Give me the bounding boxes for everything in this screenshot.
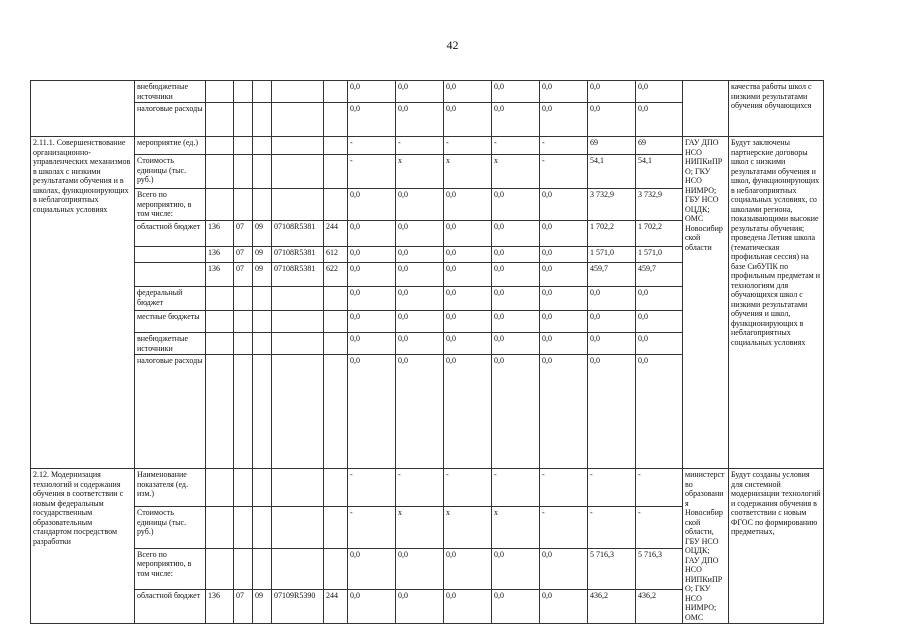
row-label-cell: внебюджетные источники (135, 333, 206, 355)
value-cell: 0,0 (540, 247, 588, 263)
budget-code-cell: 09 (253, 589, 272, 623)
value-cell: 0,0 (540, 589, 588, 623)
row-label-cell: мероприятие (ед.) (135, 137, 206, 155)
value-cell: 0,0 (540, 81, 588, 103)
row-label-cell (135, 263, 206, 287)
budget-code-cell (234, 81, 253, 103)
row-label-cell: налоговые расходы (135, 103, 206, 137)
value-cell: - (540, 507, 588, 548)
value-cell: 0,0 (348, 189, 396, 221)
value-cell: х (492, 155, 540, 189)
budget-code-cell (324, 333, 348, 355)
budget-code-cell (206, 548, 234, 589)
value-cell: 54,1 (588, 155, 636, 189)
value-cell: 0,0 (396, 589, 444, 623)
value-cell: - (348, 155, 396, 189)
budget-code-cell: 09 (253, 247, 272, 263)
budget-code-cell (234, 311, 253, 333)
budget-code-cell (234, 355, 253, 469)
budget-table (30, 80, 905, 624)
budget-code-cell (272, 189, 324, 221)
executor-cell (683, 81, 729, 137)
value-cell: 0,0 (444, 221, 492, 247)
budget-code-cell (324, 355, 348, 469)
table-row (31, 137, 905, 155)
row-label-cell: внебюджетные источники (135, 81, 206, 103)
value-cell: 1 571,0 (636, 247, 683, 263)
budget-code-cell (253, 287, 272, 311)
value-cell: 0,0 (348, 81, 396, 103)
value-cell: 0,0 (492, 81, 540, 103)
value-cell: 0,0 (444, 548, 492, 589)
value-cell: 0,0 (396, 189, 444, 221)
budget-code-cell (272, 311, 324, 333)
value-cell: - (492, 137, 540, 155)
budget-code-cell (234, 507, 253, 548)
budget-code-cell (253, 507, 272, 548)
budget-code-cell: 136 (206, 263, 234, 287)
budget-code-cell (234, 189, 253, 221)
budget-code-cell (272, 548, 324, 589)
budget-code-cell (206, 469, 234, 507)
budget-code-cell (234, 287, 253, 311)
value-cell: 1 702,2 (636, 221, 683, 247)
budget-code-cell: 07108R5381 (272, 221, 324, 247)
value-cell: 69 (636, 137, 683, 155)
row-label-cell: Всего по мероприятию, в том числе: (135, 189, 206, 221)
value-cell: 0,0 (396, 247, 444, 263)
value-cell: 459,7 (588, 263, 636, 287)
budget-code-cell (324, 548, 348, 589)
page-number: 42 (446, 38, 459, 52)
budget-code-cell (324, 507, 348, 548)
value-cell: 0,0 (540, 548, 588, 589)
value-cell: - (540, 469, 588, 507)
value-cell: 0,0 (540, 221, 588, 247)
value-cell: 3 732,9 (636, 189, 683, 221)
value-cell: 0,0 (540, 311, 588, 333)
value-cell: - (540, 155, 588, 189)
value-cell: - (492, 469, 540, 507)
value-cell: 0,0 (444, 589, 492, 623)
value-cell: 69 (588, 137, 636, 155)
budget-code-cell (253, 155, 272, 189)
row-label-cell: областной бюджет (135, 589, 206, 623)
value-cell: - (396, 137, 444, 155)
value-cell: 3 732,9 (588, 189, 636, 221)
budget-code-cell: 136 (206, 247, 234, 263)
row-label-cell: Всего по мероприятию, в том числе: (135, 548, 206, 589)
budget-code-cell (253, 548, 272, 589)
value-cell: - (540, 137, 588, 155)
value-cell: 0,0 (492, 263, 540, 287)
row-label-cell: налоговые расходы (135, 355, 206, 469)
value-cell: 0,0 (588, 287, 636, 311)
value-cell: - (444, 137, 492, 155)
budget-code-cell (253, 355, 272, 469)
value-cell: 0,0 (396, 103, 444, 137)
value-cell: 5 716,3 (636, 548, 683, 589)
budget-code-cell (272, 155, 324, 189)
value-cell: 0,0 (588, 355, 636, 469)
budget-code-cell (253, 189, 272, 221)
budget-code-cell (272, 137, 324, 155)
value-cell: 459,7 (636, 263, 683, 287)
value-cell: 0,0 (396, 81, 444, 103)
budget-code-cell (206, 287, 234, 311)
budget-code-cell (206, 81, 234, 103)
budget-code-cell (206, 189, 234, 221)
activity-name-cell: 2.11.1. Совершенствование организационно-управленческих механизмов в школах с низкими результатами обучения и в школах, функционирующих в неблагоприятных социальных условиях (31, 137, 135, 469)
value-cell: 0,0 (492, 355, 540, 469)
value-cell: - (636, 507, 683, 548)
value-cell: 0,0 (396, 548, 444, 589)
value-cell: 0,0 (636, 311, 683, 333)
value-cell: х (492, 507, 540, 548)
value-cell: 0,0 (444, 311, 492, 333)
value-cell: 0,0 (348, 589, 396, 623)
value-cell: 0,0 (348, 355, 396, 469)
value-cell: 0,0 (636, 103, 683, 137)
value-cell: 436,2 (588, 589, 636, 623)
value-cell: - (348, 507, 396, 548)
budget-code-cell: 07108R5381 (272, 247, 324, 263)
budget-code-cell: 07109R5390 (272, 589, 324, 623)
value-cell: - (396, 469, 444, 507)
activity-name-cell (31, 81, 135, 137)
row-label-cell: местные бюджеты (135, 311, 206, 333)
value-cell: 0,0 (444, 333, 492, 355)
budget-code-cell (253, 103, 272, 137)
table-row (31, 81, 905, 103)
value-cell: - (588, 469, 636, 507)
value-cell: - (636, 469, 683, 507)
value-cell: 0,0 (348, 263, 396, 287)
value-cell: 0,0 (444, 287, 492, 311)
budget-code-cell (272, 469, 324, 507)
budget-code-cell (206, 103, 234, 137)
budget-code-cell (324, 103, 348, 137)
value-cell: 0,0 (348, 287, 396, 311)
budget-code-cell: 07 (234, 247, 253, 263)
value-cell: 436,2 (636, 589, 683, 623)
value-cell: 0,0 (492, 247, 540, 263)
value-cell: - (588, 507, 636, 548)
row-label-cell: федеральный бюджет (135, 287, 206, 311)
value-cell: 0,0 (396, 355, 444, 469)
budget-code-cell (324, 137, 348, 155)
budget-code-cell (206, 137, 234, 155)
value-cell: х (444, 507, 492, 548)
row-label-cell: Наименование показателя (ед. изм.) (135, 469, 206, 507)
budget-code-cell (324, 469, 348, 507)
row-label-cell: Стоимость единицы (тыс. руб.) (135, 507, 206, 548)
budget-code-cell (234, 103, 253, 137)
budget-code-cell (234, 137, 253, 155)
value-cell: 0,0 (444, 189, 492, 221)
budget-code-cell (272, 81, 324, 103)
value-cell: х (444, 155, 492, 189)
value-cell: 0,0 (588, 311, 636, 333)
budget-code-cell: 09 (253, 263, 272, 287)
budget-code-cell (272, 287, 324, 311)
budget-code-cell: 136 (206, 589, 234, 623)
budget-code-cell (206, 507, 234, 548)
value-cell: 0,0 (492, 287, 540, 311)
value-cell: 0,0 (492, 221, 540, 247)
value-cell: 0,0 (588, 103, 636, 137)
budget-code-cell (272, 355, 324, 469)
budget-code-cell: 07 (234, 221, 253, 247)
value-cell: 0,0 (396, 221, 444, 247)
value-cell: 0,0 (444, 103, 492, 137)
budget-code-cell: 622 (324, 263, 348, 287)
budget-code-cell (234, 548, 253, 589)
budget-code-cell (324, 155, 348, 189)
value-cell: 0,0 (540, 263, 588, 287)
value-cell: 0,0 (636, 81, 683, 103)
budget-code-cell (253, 469, 272, 507)
budget-code-cell (272, 507, 324, 548)
value-cell: 0,0 (348, 247, 396, 263)
budget-code-cell (234, 333, 253, 355)
budget-code-cell (253, 311, 272, 333)
value-cell: 0,0 (396, 333, 444, 355)
budget-code-cell (253, 81, 272, 103)
budget-code-cell (253, 137, 272, 155)
value-cell: 0,0 (348, 221, 396, 247)
value-cell: х (396, 155, 444, 189)
value-cell: 0,0 (348, 103, 396, 137)
budget-code-cell (253, 333, 272, 355)
budget-code-cell (206, 355, 234, 469)
value-cell: 54,1 (636, 155, 683, 189)
value-cell: - (348, 469, 396, 507)
value-cell: 0,0 (492, 333, 540, 355)
value-cell: 5 716,3 (588, 548, 636, 589)
value-cell: 0,0 (540, 333, 588, 355)
budget-code-cell: 09 (253, 221, 272, 247)
budget-code-cell: 244 (324, 221, 348, 247)
budget-code-cell (272, 333, 324, 355)
table-row (31, 469, 905, 507)
value-cell: 0,0 (588, 81, 636, 103)
budget-code-cell (324, 287, 348, 311)
value-cell: 0,0 (348, 548, 396, 589)
budget-code-cell: 612 (324, 247, 348, 263)
value-cell: 0,0 (492, 189, 540, 221)
row-label-cell: Стоимость единицы (тыс. руб.) (135, 155, 206, 189)
results-cell: качества работы школ с низкими результатами обучения обучающихся (729, 81, 824, 137)
value-cell: х (396, 507, 444, 548)
budget-code-cell: 07 (234, 263, 253, 287)
value-cell: 0,0 (396, 263, 444, 287)
value-cell: 0,0 (540, 287, 588, 311)
value-cell: 0,0 (444, 81, 492, 103)
value-cell: 0,0 (492, 548, 540, 589)
value-cell: 0,0 (588, 333, 636, 355)
value-cell: 0,0 (396, 287, 444, 311)
budget-code-cell: 07 (234, 589, 253, 623)
budget-code-cell (324, 311, 348, 333)
value-cell: 0,0 (540, 355, 588, 469)
budget-code-cell (272, 103, 324, 137)
budget-code-cell (324, 81, 348, 103)
value-cell: 0,0 (444, 263, 492, 287)
row-label-cell (135, 247, 206, 263)
executor-cell: ГАУ ДПО НСО НИПКиПРО; ГКУ НСО НИМРО; ГБУ НСО ОЦДК; ОМС Новосибирской области (683, 137, 729, 469)
budget-code-cell: 244 (324, 589, 348, 623)
value-cell: - (348, 137, 396, 155)
value-cell: - (444, 469, 492, 507)
value-cell: 0,0 (492, 589, 540, 623)
activity-name-cell: 2.12. Модернизация технологий и содержания обучения в соответствии с новым федеральным государственным образовательным стандартом посредством разработки (31, 469, 135, 624)
value-cell: 0,0 (492, 311, 540, 333)
value-cell: 0,0 (636, 333, 683, 355)
budget-code-cell (324, 189, 348, 221)
value-cell: 1 702,2 (588, 221, 636, 247)
value-cell: 0,0 (492, 103, 540, 137)
budget-code-cell (206, 311, 234, 333)
value-cell: 0,0 (540, 189, 588, 221)
value-cell: 0,0 (444, 247, 492, 263)
executor-cell: министерство образования Новосибирской области, ГБУ НСО ОЦДК; ГАУ ДПО НСО НИПКиПРО; ГКУ НСО НИМРО; ОМС (683, 469, 729, 624)
value-cell: 0,0 (348, 333, 396, 355)
value-cell: 0,0 (396, 311, 444, 333)
results-cell: Будут созданы условия для системной модернизации технологий и содержания обучения в соответствии с новым ФГОС по формированию предметных, (729, 469, 824, 624)
budget-code-cell: 07108R5381 (272, 263, 324, 287)
results-cell: Будут заключены партнерские договоры школ с низкими результатами обучения и школ, функционирующих в неблагоприятных социальных условиях, со школами региона, показывающими высокие результаты обучения; проведена Летняя школа (тематическая профильная сессия) на базе СибУПК по профильным предметам и технологиям для обучающихся школ с низкими результатами обучения и школ, функционирующих в неблагоприятных социальных условиях (729, 137, 824, 469)
budget-code-cell (234, 469, 253, 507)
budget-code-cell (206, 333, 234, 355)
value-cell: 0,0 (540, 103, 588, 137)
budget-code-cell (206, 155, 234, 189)
value-cell: 1 571,0 (588, 247, 636, 263)
value-cell: 0,0 (348, 311, 396, 333)
row-label-cell: областной бюджет (135, 221, 206, 247)
value-cell: 0,0 (636, 355, 683, 469)
value-cell: 0,0 (636, 287, 683, 311)
value-cell: 0,0 (444, 355, 492, 469)
budget-code-cell (234, 155, 253, 189)
budget-code-cell: 136 (206, 221, 234, 247)
